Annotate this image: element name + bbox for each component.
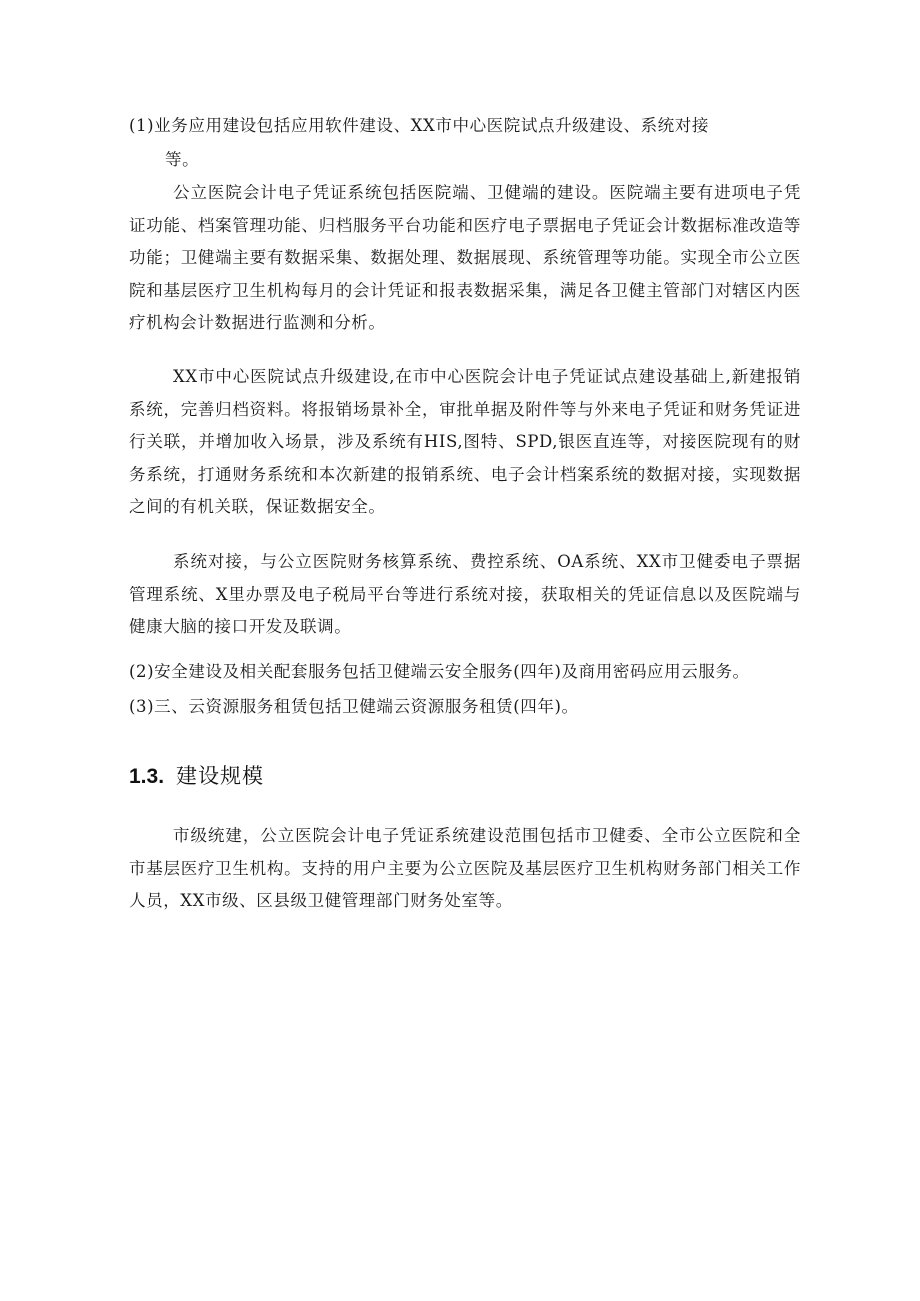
paragraph-pilot-upgrade: XX市中心医院试点升级建设,在市中心医院会计电子凭证试点建设基础上,新建报销系统，完善归档资料。将报销场景补全，审批单据及附件等与外来电子凭证和财务凭证进行关联，并增加收入场景，涉及系统有HIS,图特、SPD,银医直连等，对接医院现有的财务系统，打通财务系统和本次新建的报销系统、电子会计档案系统的数据对接，实现数据之间的有机关联，保证数据安全。 xyxy=(129,367,801,516)
section-title: 建设规模 xyxy=(176,764,265,788)
paragraph-voucher-system: 公立医院会计电子凭证系统包括医院端、卫健端的建设。医院端主要有进项电子凭证功能、档案管理功能、归档服务平台功能和医疗电子票据电子凭证会计数据标准改造等功能；卫健端主要有数据采集、数据处理、数据展现、系统管理等功能。实现全市公立医院和基层医疗卫生机构每月的会计凭证和报表数据采集，满足各卫健主管部门对辖区内医疗机构会计数据进行监测和分析。 xyxy=(129,183,801,332)
list-item-1-continuation: 等。 xyxy=(165,150,200,169)
section-number: 1.3. xyxy=(129,765,165,788)
paragraph-system-interface: 系统对接，与公立医院财务核算系统、费控系统、OA系统、XX市卫健委电子票据管理系统、X里办票及电子税局平台等进行系统对接，获取相关的凭证信息以及医院端与健康大脑的接口开发及联调。 xyxy=(129,552,801,636)
list-item-2: (2)安全建设及相关配套服务包括卫健端云安全服务(四年)及商用密码应用云服务。 xyxy=(129,662,750,681)
list-item-1-text: (1)业务应用建设包括应用软件建设、XX市中心医院试点升级建设、系统对接 xyxy=(129,116,709,135)
section-heading xyxy=(129,756,264,797)
list-item-1 xyxy=(129,110,801,143)
list-item-3: (3)三、云资源服务租赁包括卫健端云资源服务租赁(四年)。 xyxy=(129,697,579,716)
paragraph-construction-scale: 市级统建，公立医院会计电子凭证系统建设范围包括市卫健委、全市公立医院和全市基层医疗卫生机构。支持的用户主要为公立医院及基层医疗卫生机构财务部门相关工作人员，XX市级、区县级卫健管理部门财务处室等。 xyxy=(129,826,801,910)
